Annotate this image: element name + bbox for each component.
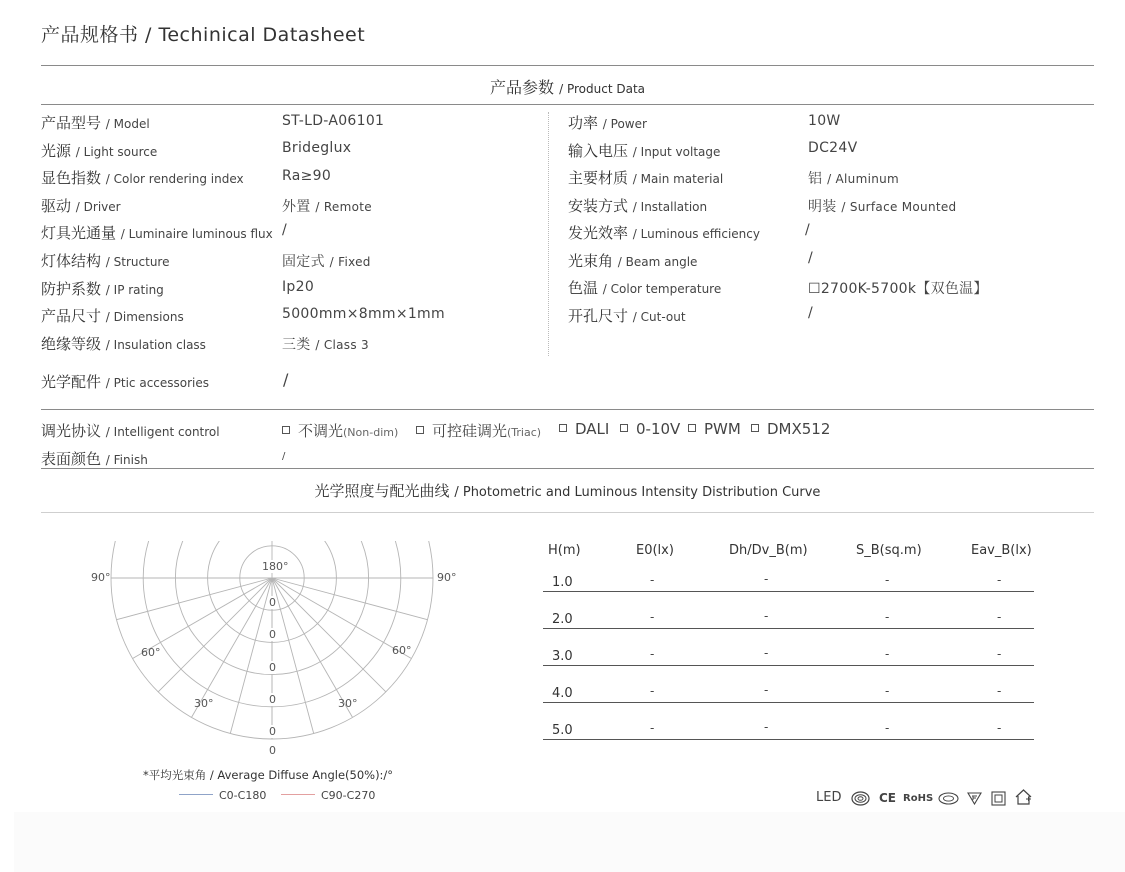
radial-value: 0 [269,693,276,706]
spec-value-model: ST-LD-A06101 [282,113,385,129]
spec-label-cri: 显色指数 / Color rendering index [41,169,244,187]
table-cell-value: - [764,572,769,586]
table-header-dh-dv: Dh/Dv_B(m) [729,543,808,558]
spec-label-input-voltage: 输入电压 / Input voltage [568,142,721,160]
control-option-triac[interactable]: 可控硅调光(Triac) [416,420,541,441]
polar-spoke [117,578,273,620]
table-header-s-b: S_B(sq.m) [856,543,922,558]
legend-line [179,794,213,795]
table-cell-height: 5.0 [552,723,573,738]
table-cell-value: - [650,721,655,735]
spec-value-beam-angle: / [808,250,814,266]
product-data-heading-cn: 产品参数 [490,78,555,97]
spec-value-finish: / [282,451,286,462]
table-cell-value: - [997,647,1002,661]
rohs-mark: RoHS [903,793,934,804]
polar-spoke [158,578,272,692]
led-mark: LED [816,790,842,805]
polar-spoke [230,578,272,734]
legend-line [281,794,315,795]
table-cell-value: - [885,573,890,587]
spec-value-efficiency: / [805,222,811,238]
table-cell-value: - [997,684,1002,698]
table-row-line [543,665,1034,666]
table-cell-value: - [885,721,890,735]
spec-value-material: 铝 / Aluminum [808,171,900,187]
spec-label-dimensions: 产品尺寸 / Dimensions [41,307,184,325]
polar-spoke [272,578,314,734]
table-row-line [543,628,1034,629]
table-header-h: H(m) [548,543,581,558]
table-header-eav: Eav_B(lx) [971,543,1032,558]
table-cell-value: - [650,684,655,698]
polar-spoke [272,578,386,692]
table-cell-value: - [764,683,769,697]
page-title: 产品规格书 / Techinical Datasheet [41,24,366,46]
spec-label-ip-rating: 防护系数 / IP rating [41,280,164,298]
radial-value: 0 [269,744,276,757]
table-cell-value: - [650,610,655,624]
table-cell-value: - [764,609,769,623]
spec-value-structure: 固定式 / Fixed [282,254,371,270]
angle-label-30-left: 30° [194,697,214,710]
spec-label-luminous-flux: 灯具光通量 / Luminaire luminous flux [41,224,273,242]
legend-c90-c270: C90-C270 [281,789,375,802]
table-cell-value: - [650,573,655,587]
spec-value-ip-rating: Ip20 [282,279,315,295]
radial-value: 0 [269,628,276,641]
spec-label-structure: 灯体结构 / Structure [41,252,170,270]
table-cell-value: - [885,647,890,661]
spec-value-color-temp: ☐2700K-5700k【双色温】 [808,281,988,297]
radial-value: 0 [269,596,276,609]
spec-label-beam-angle: 光束角 / Beam angle [568,252,698,270]
table-row-line [543,591,1034,592]
average-angle-note: *平均光束角 / Average Diffuse Angle(50%):/° [143,768,394,782]
spec-label-light-source: 光源 / Light source [41,142,158,160]
spec-label-cutout: 开孔尺寸 / Cut-out [568,307,686,325]
table-cell-value: - [764,720,769,734]
spec-label-driver: 驱动 / Driver [41,197,121,215]
spec-value-cutout: / [808,305,814,321]
spec-label-installation: 安装方式 / Installation [568,197,708,215]
spec-value-driver: 外置 / Remote [282,199,372,215]
spec-label-color-temp: 色温 / Color temperature [568,279,722,297]
control-option-dali[interactable]: DALI [559,420,609,438]
spec-value-insulation: 三类 / Class 3 [282,337,369,353]
photometric-heading-cn: 光学照度与配光曲线 [314,482,450,500]
angle-label-30-right: 30° [338,697,358,710]
table-cell-value: - [997,573,1002,587]
radial-value: 0 [269,661,276,674]
spec-value-light-source: Brideglux [282,140,352,156]
table-cell-value: - [997,610,1002,624]
angle-label-180: 180° [262,560,289,573]
polar-spoke [272,578,411,659]
angle-label-60-right: 60° [392,644,412,657]
angle-label-90-left: 90° [91,571,111,584]
spec-value-input-voltage: DC24V [808,140,858,156]
cqc-icon [938,792,959,805]
product-data-heading-en: / Product Data [559,82,645,96]
spec-label-finish: 表面颜色 / Finish [41,450,148,468]
indoor-use-icon [1014,788,1033,806]
table-row-line [543,702,1034,703]
control-option-dmx512[interactable]: DMX512 [751,420,830,438]
spec-label-insulation: 绝缘等级 / Insulation class [41,335,206,353]
spec-value-optic: / [283,370,289,389]
table-cell-value: - [885,684,890,698]
control-option-pwm[interactable]: PWM [688,420,741,438]
spec-label-material: 主要材质 / Main material [568,169,724,187]
photometric-heading-en: / Photometric and Luminous Intensity Distribution Curve [454,485,821,500]
polar-grid [111,417,433,739]
spec-value-power: 10W [808,113,841,129]
spec-value-installation: 明装 / Surface Mounted [808,199,957,215]
radial-value: 0 [269,725,276,738]
spec-label-optic: 光学配件 / Ptic accessories [41,373,210,391]
table-cell-value: - [764,646,769,660]
spec-label-control: 调光协议 / Intelligent control [41,422,220,440]
table-header-e0: E0(lx) [636,543,674,558]
polar-spoke [272,578,428,620]
f-mark-icon [967,792,982,805]
table-cell-height: 3.0 [552,649,573,664]
control-option-0-10v[interactable]: 0-10V [620,420,680,438]
angle-label-90-right: 90° [437,571,457,584]
spec-value-luminous-flux: / [282,222,288,238]
class-iii-icon [991,791,1006,806]
table-cell-height: 4.0 [552,686,573,701]
spec-label-efficiency: 发光效率 / Luminous efficiency [568,224,760,242]
angle-label-60-left: 60° [141,646,161,659]
spec-label-model: 产品型号 / Model [41,114,150,132]
spec-value-cri: Ra≥90 [282,168,332,184]
table-row-line [543,739,1034,740]
table-cell-value: - [885,610,890,624]
control-option-non-dim[interactable]: 不调光(Non-dim) [282,420,398,441]
table-cell-height: 1.0 [552,575,573,590]
ccc-icon [851,791,870,806]
table-cell-height: 2.0 [552,612,573,627]
table-cell-value: - [650,647,655,661]
table-cell-value: - [997,721,1002,735]
ce-mark: CE [879,791,897,805]
legend-c0-c180: C0-C180 [179,789,266,802]
spec-value-dimensions: 5000mm×8mm×1mm [282,306,445,322]
spec-label-power: 功率 / Power [568,114,647,132]
